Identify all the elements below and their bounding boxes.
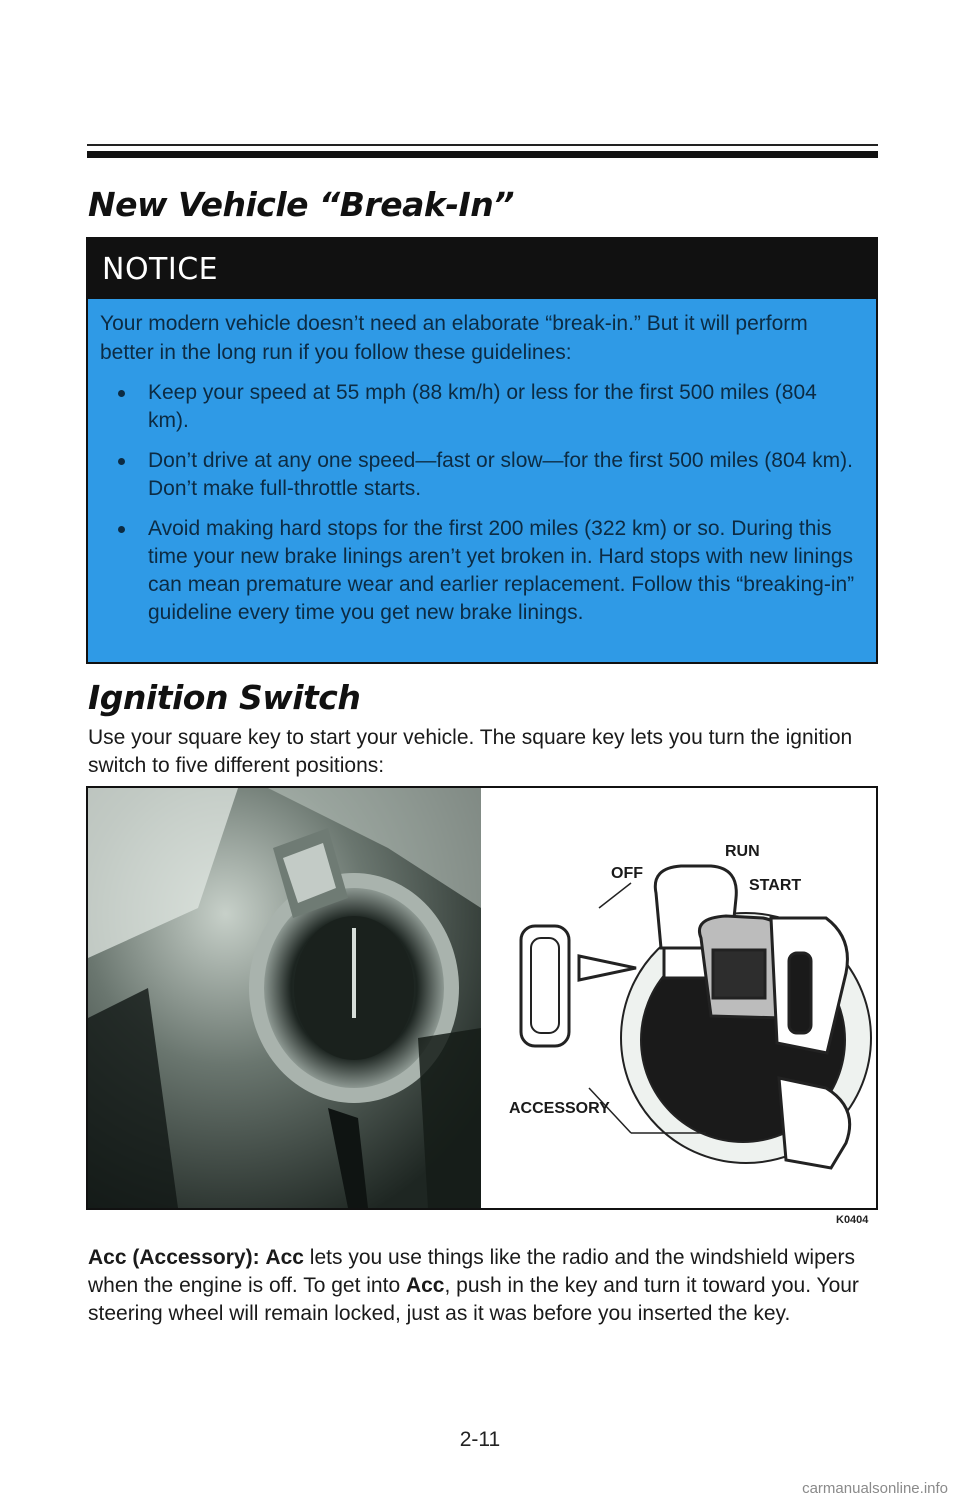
- accessory-term: Acc (Accessory):: [88, 1246, 260, 1269]
- accessory-term-inline-2: Acc: [405, 1274, 445, 1297]
- top-rule-thin: [87, 144, 878, 146]
- section-title-ignition-switch: Ignition Switch: [88, 678, 361, 717]
- notice-box: [86, 237, 878, 664]
- label-start: START: [749, 877, 802, 894]
- notice-header: NOTICE: [88, 239, 876, 299]
- watermark: carmanualsonline.info: [802, 1480, 948, 1497]
- notice-item: Keep your speed at 55 mph (88 km/h) or less for the first 500 miles (804 km).: [100, 379, 862, 435]
- notice-list: [100, 379, 862, 627]
- top-rule-thick: [87, 151, 878, 158]
- notice-item: Don’t drive at any one speed—fast or slow—for the first 500 miles (804 km). Don’t make full-throttle starts.: [100, 447, 862, 503]
- label-accessory: ACCESSORY: [509, 1100, 610, 1117]
- label-run: RUN: [725, 843, 760, 860]
- ignition-diagram-image: [481, 788, 876, 1208]
- ignition-photo-image: [88, 788, 481, 1208]
- accessory-paragraph: [88, 1244, 878, 1328]
- ignition-figure: [86, 786, 878, 1210]
- accessory-text-2: , push in the key and turn it toward you. Your steering wheel will remain locked, just as it was before you inserted the key.: [88, 1274, 859, 1325]
- figure-id: K0404: [836, 1214, 869, 1226]
- notice-intro: Your modern vehicle doesn’t need an elaborate “break-in.” But it will perform better in the long run if you follow these guidelines:: [100, 312, 808, 364]
- ignition-intro: Use your square key to start your vehicle. The square key lets you turn the ignition switch to five different positions:: [88, 726, 853, 777]
- page-number: 2-11: [459, 1428, 501, 1451]
- ignition-diagram: [481, 788, 876, 1208]
- notice-item: Avoid making hard stops for the first 200 miles (322 km) or so. During this time your new brake linings aren’t yet broken in. Hard stops with new linings can mean premature wear and earlier replacement. Follow this “breaking-in” guideline every time you get new brake linings.: [100, 515, 862, 627]
- accessory-text-1: lets you use things like the radio and the windshield wipers when the engine is off. To get into: [88, 1246, 855, 1297]
- notice-body: [88, 299, 876, 627]
- accessory-term-inline: Acc: [265, 1246, 304, 1269]
- ignition-photo: [88, 788, 481, 1208]
- section-title-break-in: New Vehicle “Break-In”: [88, 185, 515, 224]
- label-off: OFF: [611, 865, 643, 882]
